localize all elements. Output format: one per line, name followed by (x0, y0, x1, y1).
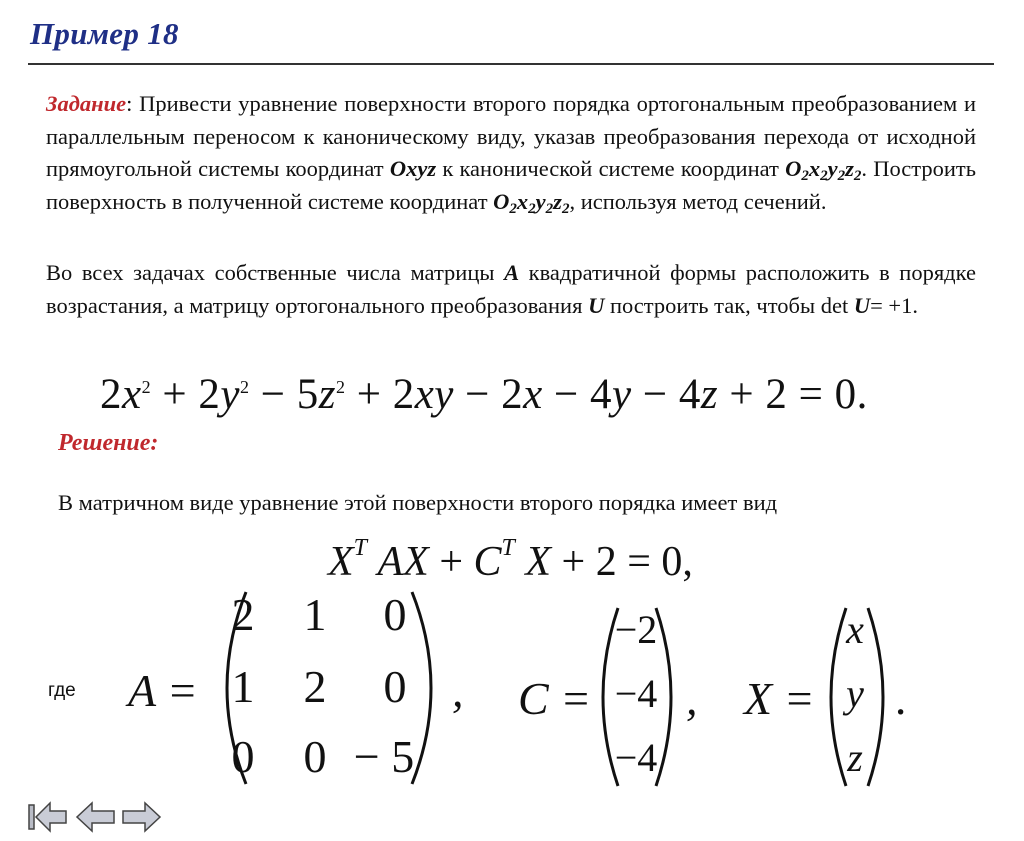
matrix-a-cell: 2 (303, 661, 327, 712)
coord-system-oxyz: Oxyz (389, 156, 437, 181)
note-text-1: Во всех задачах собственные числа матрицы (46, 260, 505, 285)
matrix-form-equation: $X^T$ AX + $C^T$ X + 2 = 0, (328, 535, 693, 585)
coord-system-canonical-1: $O_2x_2y_2z_2$ (785, 156, 862, 184)
matrix-x-cell: z (847, 735, 863, 780)
note-paragraph (46, 257, 976, 322)
note-text-4: = +1. (870, 292, 918, 318)
note-text-2: квадратичной формы расположить в порядке возрастания, а матрицу ортогонального преобразования (46, 260, 976, 318)
matrix-x-cell: x (846, 607, 864, 652)
matrix-a-cell: 0 (303, 731, 327, 782)
first-slide-button[interactable] (26, 798, 70, 836)
task-paragraph (46, 88, 976, 218)
matrix-x-label: X = (744, 673, 815, 724)
task-text-4: , используя метод сечений. (569, 188, 827, 214)
matrix-a-cell: 0 (231, 731, 255, 782)
task-text-1: : Привести уравнение поверхности второго порядка ортогональным преобразованием и параллельным переносом к каноническому виду, указав преобразования перехода от исходной прямоугольной системы координат (46, 91, 976, 181)
matrix-a-symbol: A (504, 260, 520, 285)
task-text-2: к канонической системе координат (436, 156, 786, 181)
matrix-a-cell: 0 (383, 661, 407, 712)
matrix-u-symbol: U (588, 292, 605, 318)
prev-slide-button[interactable] (74, 798, 118, 836)
matrix-intro-text: В матричном виде уравнение этой поверхности второго порядка имеет вид (58, 490, 778, 515)
matrix-a-cell: 1 (231, 661, 255, 712)
matrix-a-cell: − 5 (353, 731, 415, 782)
matrix-c-cell: −2 (614, 607, 658, 652)
matrix-c-cell: −4 (614, 735, 658, 780)
surface-equation: $2x^2 + 2y^2 - 5z^2 + 2xy - 2x - 4y - 4z + 2 = 0$. (100, 371, 868, 418)
matrix-c-comma: , (686, 673, 698, 724)
matrix-a-comma: , (452, 665, 464, 716)
matrix-x-cell: y (846, 671, 864, 716)
next-slide-button[interactable] (120, 798, 164, 836)
note-text-3: построить так, чтобы det (604, 292, 854, 318)
matrix-a-cell: 0 (383, 589, 407, 640)
matrix-a-cell: 2 (231, 589, 255, 640)
coord-system-canonical-2: $O_2x_2y_2z_2$ (493, 188, 570, 217)
task-label: Задание (46, 91, 127, 116)
task-text-3: . Построить поверхность в полученной системе координат (46, 156, 976, 214)
matrix-c-cell: −4 (614, 671, 658, 716)
title-divider (28, 63, 994, 65)
solution-label: Решение: (58, 430, 159, 456)
matrix-c-label: C = (518, 673, 592, 724)
where-label: где (48, 680, 76, 701)
slide-title: Пример 18 (30, 16, 179, 51)
matrix-a-cell: 1 (303, 589, 327, 640)
matrix-u-symbol-2: U (853, 292, 871, 318)
matrix-x-period: . (896, 673, 908, 724)
matrix-a-label: A = (128, 665, 198, 716)
